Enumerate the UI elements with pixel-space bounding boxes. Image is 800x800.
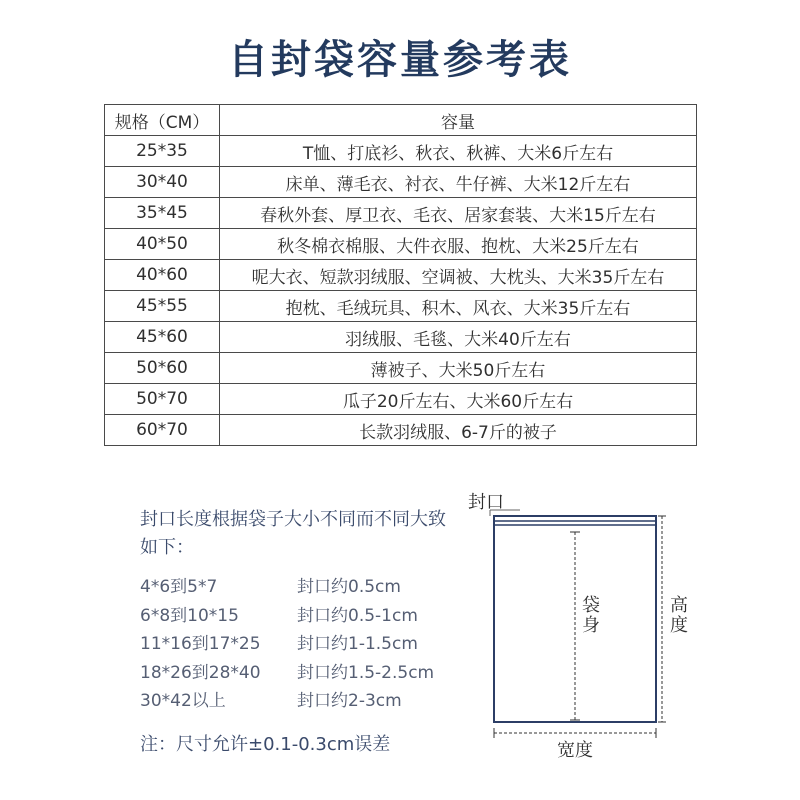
size-cell: 45*55 — [105, 291, 220, 322]
size-cell: 30*40 — [105, 167, 220, 198]
seal-note-length: 封口约1.5-2.5cm — [297, 662, 435, 683]
width-label: 宽度 — [557, 740, 593, 761]
size-cell: 60*70 — [105, 415, 220, 446]
seal-note-size: 30*42以上 — [140, 691, 226, 711]
seal-note-length: 封口约2-3cm — [297, 691, 402, 711]
tolerance-note: 注：尺寸允许±0.1-0.3cm误差 — [140, 734, 391, 755]
table-row — [105, 322, 697, 353]
seal-note-row — [140, 601, 460, 630]
size-cell: 50*60 — [105, 353, 220, 384]
bag-diagram — [460, 488, 700, 768]
capacity-cell: 抱枕、毛绒玩具、积木、风衣、大米35斤左右 — [220, 291, 697, 322]
seal-note-row — [140, 629, 460, 658]
header-capacity: 容量 — [220, 105, 697, 136]
seal-note-row — [140, 658, 460, 687]
seal-note-length: 封口约0.5-1cm — [297, 605, 418, 626]
seal-note-row — [140, 686, 460, 715]
capacity-cell: 长款羽绒服、6-7斤的被子 — [220, 415, 697, 446]
seal-note-size: 18*26到28*40 — [140, 662, 261, 683]
table-row — [105, 136, 697, 167]
capacity-cell: T恤、打底衫、秋衣、秋裤、大米6斤左右 — [220, 136, 697, 167]
seal-note-row — [140, 572, 460, 601]
seal-notes — [140, 506, 460, 755]
table-row — [105, 167, 697, 198]
size-cell: 50*70 — [105, 384, 220, 415]
table-row — [105, 291, 697, 322]
bag-diagram-drawing — [460, 488, 700, 768]
size-cell: 40*50 — [105, 229, 220, 260]
table-row — [105, 198, 697, 229]
seal-note-length: 封口约1-1.5cm — [297, 634, 418, 654]
table-header-row — [105, 105, 697, 136]
capacity-cell: 羽绒服、毛毯、大米40斤左右 — [220, 322, 697, 353]
table-row — [105, 384, 697, 415]
seal-note-length: 封口约0.5cm — [297, 577, 401, 597]
seal-note-size: 6*8到10*15 — [140, 605, 239, 626]
size-cell: 25*35 — [105, 136, 220, 167]
page-title: 自封袋容量参考表 — [228, 36, 572, 83]
capacity-cell: 瓜子20斤左右、大米60斤左右 — [220, 384, 697, 415]
capacity-table — [104, 104, 697, 446]
capacity-cell: 秋冬棉衣棉服、大件衣服、抱枕、大米25斤左右 — [220, 229, 697, 260]
table-row — [105, 415, 697, 446]
seal-notes-intro: 封口长度根据袋子大小不同而不同大致如下： — [140, 509, 446, 558]
size-cell: 35*45 — [105, 198, 220, 229]
seal-note-size: 4*6到5*7 — [140, 577, 218, 597]
table-row — [105, 229, 697, 260]
header-size: 规格（CM） — [105, 105, 220, 136]
table-row — [105, 260, 697, 291]
size-cell: 45*60 — [105, 322, 220, 353]
seal-label: 封口 — [468, 492, 504, 513]
size-cell: 40*60 — [105, 260, 220, 291]
capacity-cell: 呢大衣、短款羽绒服、空调被、大枕头、大米35斤左右 — [220, 260, 697, 291]
capacity-cell: 薄被子、大米50斤左右 — [220, 353, 697, 384]
capacity-cell: 春秋外套、厚卫衣、毛衣、居家套装、大米15斤左右 — [220, 198, 697, 229]
height-label: 高度 — [670, 595, 688, 636]
seal-note-size: 11*16到17*25 — [140, 634, 261, 654]
bag-body-label: 袋身 — [582, 595, 600, 636]
capacity-cell: 床单、薄毛衣、衬衣、牛仔裤、大米12斤左右 — [220, 167, 697, 198]
table-row — [105, 353, 697, 384]
